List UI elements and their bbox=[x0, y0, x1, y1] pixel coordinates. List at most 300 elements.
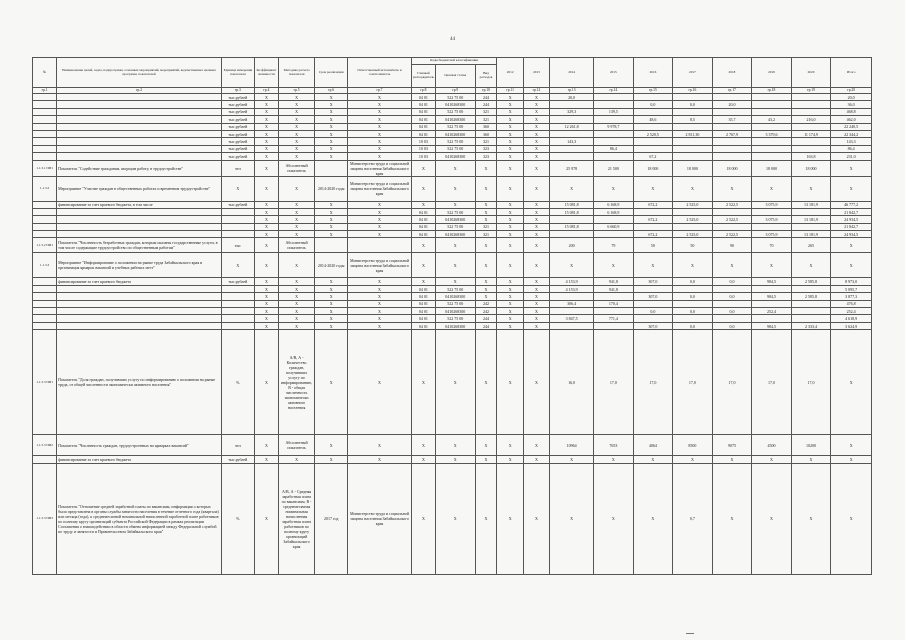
row-year-value bbox=[594, 101, 634, 108]
row-executor bbox=[348, 238, 412, 253]
table-cell: Х bbox=[278, 201, 314, 208]
row-name: Мероприятие "Информирование о положении на рынке труда Забайкальского края и организация ярмарок вакансий и учебных рабочих мест" bbox=[57, 253, 222, 278]
row-year-value bbox=[673, 94, 713, 101]
row-year-value: Х bbox=[550, 253, 594, 278]
row-method: Х bbox=[278, 101, 314, 108]
row-unit: Х bbox=[221, 176, 254, 201]
row-number: 1.1.3.3 ПИ3 bbox=[33, 463, 57, 574]
row-weight: Х bbox=[254, 123, 278, 130]
row-year-value: Х bbox=[752, 463, 792, 574]
row-year-value: 9 978,7 bbox=[594, 123, 634, 130]
row-method: Х bbox=[278, 94, 314, 101]
fin-year-value: Х bbox=[594, 456, 634, 463]
row-unit: тыс.рублей bbox=[221, 108, 254, 115]
row-year-value: 70 bbox=[752, 238, 792, 253]
fin-name: финансирование за счет краевого бюджета bbox=[57, 278, 222, 285]
fin-year-value: 0,0 bbox=[673, 278, 713, 285]
program-table bbox=[32, 57, 872, 575]
row-year-value: 216,0 bbox=[791, 116, 831, 123]
table-cell bbox=[33, 216, 57, 223]
table-cell: Х bbox=[523, 293, 549, 300]
table-cell: Х bbox=[278, 208, 314, 215]
fin-exptype: Х bbox=[475, 456, 497, 463]
row-total: 20,0 bbox=[831, 94, 872, 101]
table-cell: Х bbox=[523, 300, 549, 307]
table-cell: Х bbox=[497, 208, 523, 215]
table-row bbox=[33, 153, 872, 160]
fin-year-value: 0,0 bbox=[712, 322, 752, 329]
row-year-value: 18 000 bbox=[633, 160, 673, 176]
fin-target: 0410268300 bbox=[435, 308, 475, 315]
row-target: 0410268300 bbox=[435, 130, 475, 137]
row-grbs: 04 01 bbox=[411, 123, 435, 130]
row-year-value: Х bbox=[497, 101, 523, 108]
column-number: гр.7 bbox=[348, 88, 412, 94]
table-cell: Х bbox=[278, 308, 314, 315]
row-year-value: 79 bbox=[594, 238, 634, 253]
fin-total: Х bbox=[831, 456, 872, 463]
row-target: Х bbox=[435, 463, 475, 574]
row-deadline: Х bbox=[315, 101, 348, 108]
table-cell: Х bbox=[497, 278, 523, 285]
row-executor: Х bbox=[348, 153, 412, 160]
table-cell: Х bbox=[523, 223, 549, 230]
row-unit: тыс.рублей bbox=[221, 145, 254, 152]
fin-year-value: 13 181,9 bbox=[791, 201, 831, 208]
fin-grbs: 04 01 bbox=[411, 216, 435, 223]
fin-year-value bbox=[633, 223, 673, 230]
table-cell bbox=[33, 208, 57, 215]
row-grbs: 10 03 bbox=[411, 145, 435, 152]
fin-exptype: Х bbox=[475, 208, 497, 215]
row-grbs: Х bbox=[411, 435, 435, 456]
table-cell: Х bbox=[254, 278, 278, 285]
fin-grbs: 04 01 bbox=[411, 293, 435, 300]
row-year-value bbox=[550, 116, 594, 123]
column-number: гр.19 bbox=[791, 88, 831, 94]
fin-year-value: 3 075,9 bbox=[752, 231, 792, 238]
fin-year-value: 15 081,8 bbox=[550, 208, 594, 215]
row-year-value: 7653 bbox=[594, 435, 634, 456]
fin-exptype: 321 bbox=[475, 223, 497, 230]
table-cell: Х bbox=[254, 293, 278, 300]
fin-year-value bbox=[550, 231, 594, 238]
fin-target: 0410268300 bbox=[435, 231, 475, 238]
row-method: Х bbox=[278, 253, 314, 278]
fin-year-value bbox=[673, 208, 713, 215]
row-executor: Х bbox=[348, 130, 412, 137]
fin-name bbox=[57, 293, 222, 300]
table-cell bbox=[33, 231, 57, 238]
row-year-value: 0,0 bbox=[673, 101, 713, 108]
row-grbs: 04 01 bbox=[411, 101, 435, 108]
row-grbs: 04 01 bbox=[411, 130, 435, 137]
row-unit: % bbox=[221, 463, 254, 574]
row-year-value bbox=[712, 123, 752, 130]
fin-unit: тыс.рублей bbox=[221, 201, 254, 208]
fin-unit bbox=[221, 293, 254, 300]
fin-year-value: 2 522,5 bbox=[712, 201, 752, 208]
row-year-value bbox=[673, 108, 713, 115]
row-year-value: Х bbox=[497, 330, 523, 435]
fin-year-value: 0,0 bbox=[712, 293, 752, 300]
row-year-value: Х bbox=[523, 145, 549, 152]
row-year-value: Х bbox=[550, 463, 594, 574]
fin-name bbox=[57, 231, 222, 238]
row-deadline: 2017 год bbox=[315, 463, 348, 574]
fin-exptype: Х bbox=[475, 293, 497, 300]
row-target: 522 75 00 bbox=[435, 123, 475, 130]
row-method: А/В, А - Средняя заработная плата по вакансиям, В - среднемесячная номинальная начисленная заработная плата работников по полному кругу организаций Забайкальского края bbox=[278, 463, 314, 574]
row-weight: Х bbox=[254, 238, 278, 253]
row-executor: Х bbox=[348, 330, 412, 435]
row-year-value: Х bbox=[497, 130, 523, 137]
header-year: 2017 bbox=[673, 58, 713, 88]
table-cell: Х bbox=[278, 456, 314, 463]
row-year-value bbox=[550, 130, 594, 137]
fin-year-value bbox=[752, 315, 792, 322]
row-number: 1.1.3.3 bbox=[33, 253, 57, 278]
row-year-value: Х bbox=[497, 145, 523, 152]
row-executor: Х bbox=[348, 108, 412, 115]
table-cell bbox=[33, 315, 57, 322]
row-exptype: Х bbox=[475, 253, 497, 278]
fin-exptype: 244 bbox=[475, 322, 497, 329]
row-year-value: 67,2 bbox=[633, 153, 673, 160]
table-row bbox=[33, 435, 872, 456]
fin-total: 5 095,7 bbox=[831, 285, 872, 292]
row-executor: Х bbox=[348, 145, 412, 152]
fin-year-value bbox=[594, 308, 634, 315]
fin-year-value bbox=[673, 285, 713, 292]
fin-year-value: 15 081,8 bbox=[550, 223, 594, 230]
row-executor: Х bbox=[348, 123, 412, 130]
column-number: гр.13 bbox=[550, 88, 594, 94]
table-row bbox=[33, 160, 872, 176]
row-unit: % bbox=[221, 330, 254, 435]
table-cell: Х bbox=[315, 285, 348, 292]
row-name: Показатель "Содействие гражданам, ищущим работу, в трудоустройстве" bbox=[57, 160, 222, 176]
fin-target: 522 75 00 bbox=[435, 223, 475, 230]
row-year-value: Х bbox=[523, 138, 549, 145]
row-year-value bbox=[550, 101, 594, 108]
fin-year-value: 2 585,8 bbox=[791, 293, 831, 300]
row-year-value: Х bbox=[523, 94, 549, 101]
fin-year-value bbox=[712, 300, 752, 307]
row-name bbox=[57, 138, 222, 145]
row-name bbox=[57, 94, 222, 101]
table-cell: Х bbox=[254, 201, 278, 208]
fin-year-value: 3 075,9 bbox=[752, 201, 792, 208]
row-unit: тыс.рублей bbox=[221, 153, 254, 160]
row-deadline: Х bbox=[315, 153, 348, 160]
fin-grbs: 04 01 bbox=[411, 322, 435, 329]
row-method: Абсолютный показатель bbox=[278, 238, 314, 253]
fin-year-value bbox=[633, 315, 673, 322]
row-weight: Х bbox=[254, 160, 278, 176]
fin-year-value bbox=[673, 223, 713, 230]
fin-year-value: 941,8 bbox=[594, 278, 634, 285]
fin-year-value bbox=[752, 285, 792, 292]
row-year-value: Х bbox=[523, 435, 549, 456]
row-unit: тыс.рублей bbox=[221, 116, 254, 123]
row-deadline: Х bbox=[315, 138, 348, 145]
fin-year-value: 3 847,5 bbox=[550, 315, 594, 322]
fin-exptype: Х bbox=[475, 216, 497, 223]
fin-year-value: 672,2 bbox=[633, 216, 673, 223]
table-cell: Х bbox=[254, 231, 278, 238]
column-number: гр.17 bbox=[712, 88, 752, 94]
fin-exptype: Х bbox=[475, 201, 497, 208]
row-year-value: 18 000 bbox=[791, 160, 831, 176]
table-cell: Х bbox=[315, 322, 348, 329]
table-cell: Х bbox=[315, 223, 348, 230]
row-weight: Х bbox=[254, 101, 278, 108]
fin-total: 24 934,5 bbox=[831, 231, 872, 238]
table-cell: Х bbox=[278, 315, 314, 322]
table-cell bbox=[33, 223, 57, 230]
fin-total: 21 842,7 bbox=[831, 223, 872, 230]
fin-year-value: 307,0 bbox=[633, 322, 673, 329]
row-unit: тыс bbox=[221, 238, 254, 253]
row-year-value: Х bbox=[594, 176, 634, 201]
row-number bbox=[33, 108, 57, 115]
row-exptype: 360 bbox=[475, 123, 497, 130]
fin-grbs: Х bbox=[411, 201, 435, 208]
header-budget-codes: Коды бюджетной классификации bbox=[411, 58, 497, 65]
fin-total: 46 777,2 bbox=[831, 201, 872, 208]
table-cell: Х bbox=[278, 300, 314, 307]
row-total: 86,4 bbox=[831, 145, 872, 152]
fin-grbs: 04 01 bbox=[411, 231, 435, 238]
column-number: гр.15 bbox=[633, 88, 673, 94]
row-total: Х bbox=[831, 238, 872, 253]
row-year-value bbox=[594, 116, 634, 123]
row-exptype: 244 bbox=[475, 101, 497, 108]
fin-target: 0410268300 bbox=[435, 216, 475, 223]
row-year-value bbox=[752, 123, 792, 130]
row-total: 462,0 bbox=[831, 116, 872, 123]
fin-year-value bbox=[673, 315, 713, 322]
row-exptype: Х bbox=[475, 176, 497, 201]
fin-name bbox=[57, 216, 222, 223]
table-cell: Х bbox=[523, 201, 549, 208]
table-cell: Х bbox=[348, 201, 412, 208]
row-year-value: Х bbox=[523, 238, 549, 253]
table-row bbox=[33, 300, 872, 307]
table-row bbox=[33, 130, 872, 137]
column-number: гр.3 bbox=[221, 88, 254, 94]
fin-year-value bbox=[673, 300, 713, 307]
row-executor: Х bbox=[348, 101, 412, 108]
row-year-value: Х bbox=[523, 253, 549, 278]
table-cell: Х bbox=[348, 208, 412, 215]
row-weight: Х bbox=[254, 138, 278, 145]
fin-year-value bbox=[550, 322, 594, 329]
row-year-value: Х bbox=[673, 253, 713, 278]
fin-year-value bbox=[594, 216, 634, 223]
header-year: 2012 bbox=[497, 58, 523, 88]
fin-year-value: 0,0 bbox=[673, 308, 713, 315]
table-cell: Х bbox=[497, 293, 523, 300]
row-target: 522 75 00 bbox=[435, 145, 475, 152]
fin-unit bbox=[221, 285, 254, 292]
fin-total: 3 624,9 bbox=[831, 322, 872, 329]
row-year-value: 35,7 bbox=[712, 116, 752, 123]
column-number: гр.12 bbox=[523, 88, 549, 94]
table-cell: Х bbox=[254, 315, 278, 322]
fin-year-value: 4 153,9 bbox=[550, 278, 594, 285]
row-year-value: Х bbox=[497, 253, 523, 278]
table-cell: Х bbox=[254, 223, 278, 230]
row-target: 0410268300 bbox=[435, 153, 475, 160]
table-row bbox=[33, 138, 872, 145]
fin-year-value bbox=[791, 308, 831, 315]
row-year-value bbox=[791, 101, 831, 108]
fin-year-value: 984,5 bbox=[752, 278, 792, 285]
table-row bbox=[33, 253, 872, 278]
fin-year-value: 2 522,5 bbox=[712, 231, 752, 238]
row-year-value: Х bbox=[523, 108, 549, 115]
table-cell: Х bbox=[497, 201, 523, 208]
row-year-value: 90 bbox=[712, 238, 752, 253]
table-cell: Х bbox=[348, 278, 412, 285]
column-number: гр.9 bbox=[435, 88, 475, 94]
row-year-value: Х bbox=[497, 153, 523, 160]
fin-year-value bbox=[752, 208, 792, 215]
row-number: 1.1.3.3 ПИ1 bbox=[33, 330, 57, 435]
row-target: Х bbox=[435, 330, 475, 435]
row-year-value bbox=[712, 94, 752, 101]
row-executor: Х bbox=[348, 116, 412, 123]
fin-year-value bbox=[752, 223, 792, 230]
row-name bbox=[57, 123, 222, 130]
fin-unit bbox=[221, 315, 254, 322]
row-weight: Х bbox=[254, 94, 278, 101]
fin-year-value: 941,8 bbox=[594, 285, 634, 292]
header-total: Итого bbox=[831, 58, 872, 88]
table-cell: Х bbox=[523, 216, 549, 223]
column-number: гр.2 bbox=[57, 88, 222, 94]
row-year-value: Х bbox=[752, 176, 792, 201]
row-grbs: Х bbox=[411, 253, 435, 278]
row-exptype: 321 bbox=[475, 116, 497, 123]
row-year-value: 2 520,5 bbox=[633, 130, 673, 137]
table-cell bbox=[33, 322, 57, 329]
fin-year-value: Х bbox=[712, 456, 752, 463]
header-year: 2015 bbox=[594, 58, 634, 88]
fin-year-value: 170,4 bbox=[594, 300, 634, 307]
row-year-value: 200 bbox=[550, 238, 594, 253]
row-year-value: Х bbox=[523, 463, 549, 574]
row-year-value: Х bbox=[712, 253, 752, 278]
row-year-value: Х bbox=[712, 176, 752, 201]
row-year-value: 18 000 bbox=[712, 160, 752, 176]
table-cell: Х bbox=[315, 308, 348, 315]
row-number bbox=[33, 123, 57, 130]
row-year-value bbox=[673, 153, 713, 160]
row-exptype: Х bbox=[475, 463, 497, 574]
row-target: 0410268300 bbox=[435, 101, 475, 108]
fin-year-value bbox=[791, 315, 831, 322]
row-year-value: Х bbox=[791, 253, 831, 278]
fin-target: 0410268300 bbox=[435, 322, 475, 329]
column-number: гр.18 bbox=[752, 88, 792, 94]
row-year-value: Х bbox=[497, 138, 523, 145]
fin-year-value: 0,0 bbox=[673, 293, 713, 300]
fin-year-value: 984,5 bbox=[752, 322, 792, 329]
header-year: 2014 bbox=[550, 58, 594, 88]
fin-target: Х bbox=[435, 278, 475, 285]
row-method: Х bbox=[278, 138, 314, 145]
row-number bbox=[33, 94, 57, 101]
table-cell: Х bbox=[254, 456, 278, 463]
row-exptype: 360 bbox=[475, 130, 497, 137]
header-year: 2016 bbox=[633, 58, 673, 88]
fin-unit bbox=[221, 231, 254, 238]
table-row bbox=[33, 308, 872, 315]
row-number bbox=[33, 116, 57, 123]
row-year-value bbox=[673, 123, 713, 130]
row-total: 468,8 bbox=[831, 108, 872, 115]
fin-year-value bbox=[550, 293, 594, 300]
fin-year-value: 3 075,9 bbox=[752, 216, 792, 223]
header-grbs: Главный распорядитель bbox=[411, 65, 435, 88]
row-unit: чел bbox=[221, 435, 254, 456]
row-year-value bbox=[633, 123, 673, 130]
row-target: 0410268300 bbox=[435, 116, 475, 123]
table-cell: Х bbox=[523, 308, 549, 315]
fin-year-value: 13 181,9 bbox=[791, 216, 831, 223]
header-method: Методика расчета показателя bbox=[278, 58, 314, 88]
table-row bbox=[33, 330, 872, 435]
fin-unit: тыс.рублей bbox=[221, 456, 254, 463]
fin-year-value: 2 525,0 bbox=[673, 216, 713, 223]
table-cell: Х bbox=[315, 456, 348, 463]
row-total: 143,3 bbox=[831, 138, 872, 145]
table-cell: Х bbox=[315, 315, 348, 322]
row-target: Х bbox=[435, 253, 475, 278]
row-year-value: Х bbox=[497, 108, 523, 115]
row-unit: Х bbox=[221, 253, 254, 278]
row-target: Х bbox=[435, 238, 475, 253]
row-year-value bbox=[633, 138, 673, 145]
row-method: А/В, А - Количество граждан, получивших услугу по информированию, В - общая численность экономически активного населения bbox=[278, 330, 314, 435]
table-cell: Х bbox=[523, 278, 549, 285]
row-exptype: Х bbox=[475, 435, 497, 456]
column-number: гр.8 bbox=[411, 88, 435, 94]
fin-year-value: 771,4 bbox=[594, 315, 634, 322]
table-cell: Х bbox=[497, 300, 523, 307]
table-cell: Х bbox=[348, 293, 412, 300]
row-exptype: 323 bbox=[475, 153, 497, 160]
row-grbs: Х bbox=[411, 238, 435, 253]
row-target: 522 75 00 bbox=[435, 94, 475, 101]
table-cell: Х bbox=[278, 223, 314, 230]
row-year-value bbox=[752, 153, 792, 160]
table-row bbox=[33, 315, 872, 322]
row-year-value bbox=[633, 108, 673, 115]
row-year-value: 9075 bbox=[712, 435, 752, 456]
column-number: гр.4 bbox=[254, 88, 278, 94]
row-executor: Министерство труда и социальной защиты населения Забайкальского края bbox=[348, 253, 412, 278]
fin-year-value: 672,2 bbox=[633, 201, 673, 208]
row-year-value: Х bbox=[497, 435, 523, 456]
fin-exptype: Х bbox=[475, 285, 497, 292]
row-year-value: Х bbox=[523, 153, 549, 160]
fin-year-value: 2 585,8 bbox=[791, 278, 831, 285]
row-unit: тыс.рублей bbox=[221, 94, 254, 101]
